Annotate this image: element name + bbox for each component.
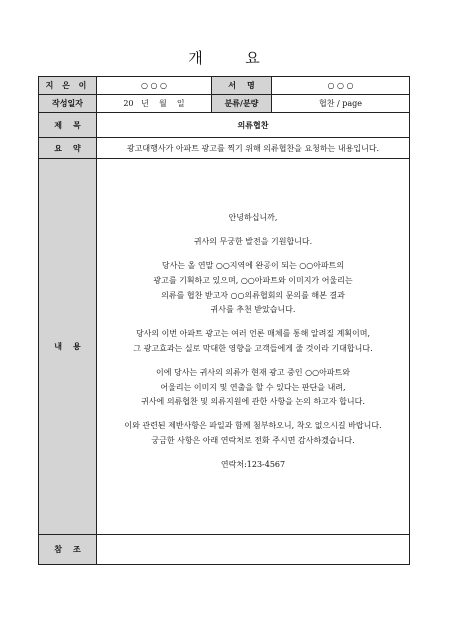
content-line: 당사의 이번 아파트 광고는 여러 언론 매체를 통해 알려질 계획이며, — [135, 329, 371, 339]
reference-value[interactable] — [97, 535, 410, 565]
category-label: 분류/분량 — [212, 95, 272, 113]
content-line: 어울리는 이미지 및 연출을 할 수 있다는 판단을 내려, — [160, 382, 346, 392]
author-label: 지 은 이 — [39, 77, 97, 95]
subject-row — [39, 113, 410, 138]
reference-row — [39, 535, 410, 565]
content-label — [39, 159, 97, 535]
content-line: 궁금한 사항은 아래 연락처로 전화 주시면 감사하겠습니다. — [151, 435, 355, 445]
reference-label — [39, 535, 97, 565]
author-value[interactable]: ○ ○ ○ — [97, 77, 212, 95]
content-label-text: 내 용 — [54, 342, 81, 351]
paragraph-contact — [97, 458, 409, 473]
document-title-text: 개 요 — [188, 49, 262, 67]
content-line: 귀사를 추천 받았습니다. — [210, 305, 296, 315]
paragraph-request — [97, 366, 409, 410]
signature-label-text: 서 명 — [228, 81, 255, 90]
signature-label — [212, 77, 272, 95]
content-line: 광고를 기획하고 있으며, ○○아파트와 이미지가 어울리는 — [153, 275, 353, 285]
overview-form — [38, 76, 410, 565]
content-line: 당사는 올 연말 ○○지역에 완공이 되는 ○○아파트의 — [161, 261, 345, 271]
content-line: 이와 관련된 제반사항은 파일과 함께 첨부하오니, 착오 없으시길 바랍니다. — [124, 421, 382, 431]
date-value-text: 20 년 월 일 — [123, 99, 185, 108]
paragraph-campaign — [97, 327, 409, 357]
content-line: 귀사에 의류협찬 및 의류지원에 관한 사항을 논의 하고자 합니다. — [141, 397, 365, 407]
category-value[interactable]: 협찬 / page — [272, 95, 410, 113]
content-body[interactable] — [97, 159, 410, 535]
author-row — [39, 77, 410, 95]
paragraph-attachment — [97, 419, 409, 449]
signature-value[interactable]: ○ ○ ○ — [272, 77, 410, 95]
paragraph-background — [97, 259, 409, 318]
date-value[interactable] — [97, 95, 212, 113]
paragraph-greeting — [97, 211, 409, 226]
subject-label — [39, 113, 97, 138]
document-title — [0, 47, 450, 68]
summary-row — [39, 138, 410, 159]
subject-value[interactable]: 의류협찬 — [97, 113, 410, 138]
content-line: 이에 당사는 귀사의 의류가 현재 광고 중인 ○○아파트와 — [155, 367, 351, 377]
content-line: 그 광고효과는 실로 막대한 영향을 고객들에게 줄 것이라 기대합니다. — [133, 344, 373, 353]
summary-label — [39, 138, 97, 159]
date-label: 작성일자 — [39, 95, 97, 113]
paragraph-wishes — [97, 235, 409, 250]
content-line: 안녕하십니까, — [228, 213, 278, 223]
content-line: 의류를 협찬 받고자 ○○의류협회의 문의를 해본 결과 — [161, 290, 345, 300]
content-line: 귀사의 무궁한 발전을 기원합니다. — [193, 237, 313, 247]
date-row — [39, 95, 410, 113]
content-row — [39, 159, 410, 535]
summary-label-text: 요 약 — [54, 143, 81, 153]
subject-label-text: 제 목 — [54, 120, 81, 130]
contact-line: 연락처:123-4567 — [220, 459, 286, 469]
summary-value[interactable]: 광고대행사가 아파트 광고를 찍기 위해 의류협찬을 요청하는 내용입니다. — [97, 138, 410, 159]
reference-label-text: 참 조 — [54, 545, 81, 554]
